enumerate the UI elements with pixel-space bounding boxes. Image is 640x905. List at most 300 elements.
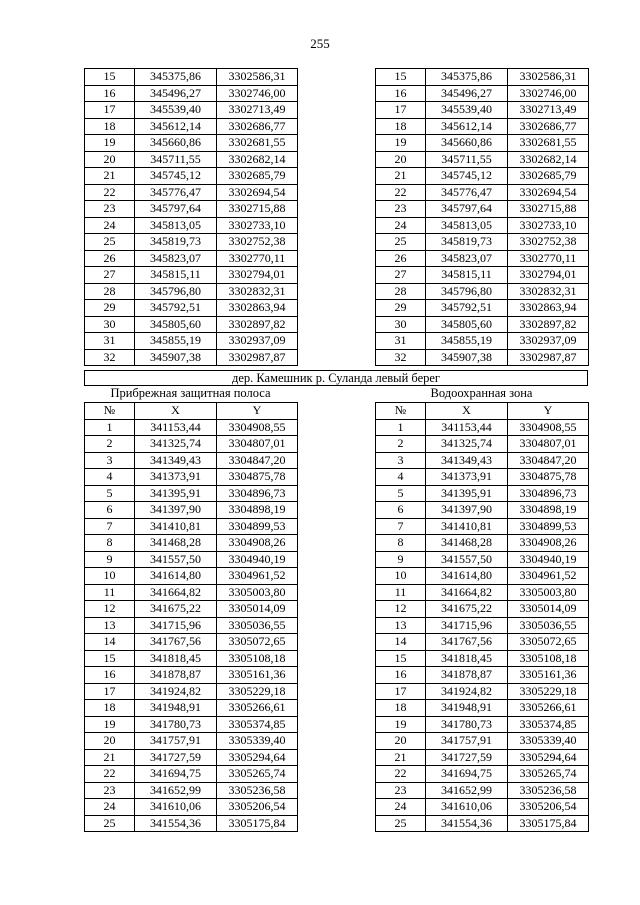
y-coordinate: 3305161,36 <box>508 667 589 684</box>
table-row <box>85 85 298 102</box>
y-coordinate: 3302770,11 <box>217 250 298 267</box>
y-coordinate: 3305266,61 <box>217 700 298 717</box>
table-row <box>376 85 589 102</box>
x-coordinate: 345819,73 <box>135 234 217 251</box>
table-row <box>85 568 298 585</box>
right-subtitle: Водоохранная зона <box>430 386 533 400</box>
x-coordinate: 345660,86 <box>426 135 508 152</box>
point-number: 32 <box>85 349 135 366</box>
x-coordinate: 341614,80 <box>135 568 217 585</box>
y-coordinate: 3302937,09 <box>217 333 298 350</box>
point-number: 21 <box>85 749 135 766</box>
table-row <box>376 502 589 519</box>
x-coordinate: 345539,40 <box>135 102 217 119</box>
point-number: 17 <box>85 102 135 119</box>
x-coordinate: 341468,28 <box>426 535 508 552</box>
x-coordinate: 345539,40 <box>426 102 508 119</box>
point-number: 19 <box>85 135 135 152</box>
point-number: 28 <box>85 283 135 300</box>
table-row <box>376 316 589 333</box>
x-coordinate: 341818,45 <box>426 650 508 667</box>
y-coordinate: 3304847,20 <box>508 452 589 469</box>
y-coordinate: 3305206,54 <box>508 799 589 816</box>
table-row <box>85 667 298 684</box>
y-coordinate: 3305266,61 <box>508 700 589 717</box>
y-coordinate: 3302752,38 <box>217 234 298 251</box>
table-row <box>376 217 589 234</box>
y-coordinate: 3304961,52 <box>217 568 298 585</box>
x-coordinate: 345907,38 <box>426 349 508 366</box>
y-coordinate: 3305265,74 <box>508 766 589 783</box>
right-top-body <box>376 69 589 366</box>
x-coordinate: 341948,91 <box>426 700 508 717</box>
point-number: 23 <box>85 782 135 799</box>
y-coordinate: 3305374,85 <box>508 716 589 733</box>
y-coordinate: 3302863,94 <box>217 300 298 317</box>
point-number: 2 <box>85 436 135 453</box>
table-row <box>376 118 589 135</box>
y-coordinate: 3305229,18 <box>217 683 298 700</box>
x-coordinate: 345823,07 <box>135 250 217 267</box>
y-coordinate: 3302682,14 <box>217 151 298 168</box>
x-coordinate: 341652,99 <box>426 782 508 799</box>
y-coordinate: 3302987,87 <box>508 349 589 366</box>
y-coordinate: 3305236,58 <box>508 782 589 799</box>
point-number: 5 <box>85 485 135 502</box>
y-coordinate: 3305036,55 <box>217 617 298 634</box>
x-coordinate: 341878,87 <box>135 667 217 684</box>
table-row <box>85 634 298 651</box>
x-coordinate: 341325,74 <box>135 436 217 453</box>
point-number: 26 <box>85 250 135 267</box>
point-number: 16 <box>85 667 135 684</box>
table-row <box>376 300 589 317</box>
table-row <box>85 135 298 152</box>
table-row <box>376 469 589 486</box>
point-number: 3 <box>376 452 426 469</box>
y-coordinate: 3305108,18 <box>217 650 298 667</box>
table-row <box>85 102 298 119</box>
point-number: 17 <box>376 102 426 119</box>
x-coordinate: 341349,43 <box>135 452 217 469</box>
y-coordinate: 3305236,58 <box>217 782 298 799</box>
x-coordinate: 341395,91 <box>426 485 508 502</box>
x-coordinate: 341675,22 <box>426 601 508 618</box>
y-coordinate: 3302681,55 <box>508 135 589 152</box>
y-coordinate: 3304899,53 <box>508 518 589 535</box>
x-coordinate: 341373,91 <box>135 469 217 486</box>
point-number: 23 <box>85 201 135 218</box>
table-row <box>85 333 298 350</box>
y-coordinate: 3302681,55 <box>217 135 298 152</box>
table-row <box>85 551 298 568</box>
point-number: 27 <box>85 267 135 284</box>
table-row <box>376 518 589 535</box>
point-number: 7 <box>376 518 426 535</box>
page-number: 255 <box>310 36 330 51</box>
table-row <box>85 234 298 251</box>
table-row <box>376 667 589 684</box>
table-row <box>376 135 589 152</box>
y-coordinate: 3304807,01 <box>217 436 298 453</box>
point-number: 10 <box>85 568 135 585</box>
point-number: 13 <box>376 617 426 634</box>
x-coordinate: 345805,60 <box>426 316 508 333</box>
table-row <box>376 716 589 733</box>
y-coordinate: 3305072,65 <box>217 634 298 651</box>
table-row <box>376 700 589 717</box>
point-number: 25 <box>85 815 135 832</box>
x-coordinate: 345823,07 <box>426 250 508 267</box>
x-coordinate: 341652,99 <box>135 782 217 799</box>
table-row <box>85 217 298 234</box>
x-coordinate: 345745,12 <box>135 168 217 185</box>
table-row <box>85 617 298 634</box>
table-row <box>85 502 298 519</box>
point-number: 21 <box>85 168 135 185</box>
x-coordinate: 341468,28 <box>135 535 217 552</box>
table-row <box>376 749 589 766</box>
table-row <box>376 283 589 300</box>
y-coordinate: 3304908,55 <box>508 419 589 436</box>
table-row <box>376 102 589 119</box>
table-row <box>376 568 589 585</box>
y-coordinate: 3304940,19 <box>217 551 298 568</box>
y-coordinate: 3302685,79 <box>508 168 589 185</box>
point-number: 25 <box>376 815 426 832</box>
x-coordinate: 345496,27 <box>426 85 508 102</box>
point-number: 11 <box>376 584 426 601</box>
y-coordinate: 3302770,11 <box>508 250 589 267</box>
point-number: 11 <box>85 584 135 601</box>
y-coordinate: 3302694,54 <box>217 184 298 201</box>
table-row <box>85 151 298 168</box>
table-row <box>85 267 298 284</box>
table-row <box>85 766 298 783</box>
table-row <box>376 634 589 651</box>
table-row <box>85 535 298 552</box>
point-number: 20 <box>376 151 426 168</box>
table-row <box>85 316 298 333</box>
x-coordinate: 341557,50 <box>426 551 508 568</box>
point-number: 18 <box>85 700 135 717</box>
x-coordinate: 341554,36 <box>426 815 508 832</box>
table-row <box>85 201 298 218</box>
table-row <box>376 584 589 601</box>
left-coordinates-table <box>84 68 298 366</box>
table-row <box>376 617 589 634</box>
y-coordinate: 3304940,19 <box>508 551 589 568</box>
x-coordinate: 345776,47 <box>135 184 217 201</box>
point-number: 18 <box>376 700 426 717</box>
x-coordinate: 345855,19 <box>426 333 508 350</box>
table-row <box>85 749 298 766</box>
point-number: 22 <box>85 184 135 201</box>
y-coordinate: 3305161,36 <box>217 667 298 684</box>
y-coordinate: 3304908,55 <box>217 419 298 436</box>
x-coordinate: 341325,74 <box>426 436 508 453</box>
x-coordinate: 345375,86 <box>135 69 217 86</box>
x-coordinate: 345813,05 <box>426 217 508 234</box>
x-coordinate: 341694,75 <box>426 766 508 783</box>
y-coordinate: 3304898,19 <box>217 502 298 519</box>
point-number: 26 <box>376 250 426 267</box>
x-coordinate: 341614,80 <box>426 568 508 585</box>
table-row <box>376 815 589 832</box>
table-row <box>85 436 298 453</box>
table-row <box>85 452 298 469</box>
y-coordinate: 3304898,19 <box>508 502 589 519</box>
table-row <box>376 250 589 267</box>
y-coordinate: 3305206,54 <box>217 799 298 816</box>
point-number: 16 <box>376 85 426 102</box>
point-number: 24 <box>85 217 135 234</box>
table-row <box>85 300 298 317</box>
point-number: 17 <box>376 683 426 700</box>
table-row <box>376 151 589 168</box>
table-row <box>376 601 589 618</box>
y-coordinate: 3302863,94 <box>508 300 589 317</box>
point-number: 15 <box>376 69 426 86</box>
table-row <box>85 716 298 733</box>
x-coordinate: 341727,59 <box>135 749 217 766</box>
y-coordinate: 3302746,00 <box>217 85 298 102</box>
table-row <box>85 700 298 717</box>
point-number: 17 <box>85 683 135 700</box>
y-coordinate: 3304961,52 <box>508 568 589 585</box>
table-row <box>376 267 589 284</box>
y-coordinate: 3305003,80 <box>217 584 298 601</box>
y-coordinate: 3302733,10 <box>508 217 589 234</box>
point-number: 29 <box>376 300 426 317</box>
x-coordinate: 341727,59 <box>426 749 508 766</box>
y-coordinate: 3302686,77 <box>508 118 589 135</box>
table-row <box>376 184 589 201</box>
x-coordinate: 341397,90 <box>135 502 217 519</box>
y-coordinate: 3302733,10 <box>217 217 298 234</box>
y-coordinate: 3305036,55 <box>508 617 589 634</box>
table-row <box>376 799 589 816</box>
x-coordinate: 341948,91 <box>135 700 217 717</box>
table-row <box>376 69 589 86</box>
left-lower-table <box>84 402 298 832</box>
table-row <box>376 782 589 799</box>
y-coordinate: 3304847,20 <box>217 452 298 469</box>
point-number: 23 <box>376 782 426 799</box>
x-coordinate: 345660,86 <box>135 135 217 152</box>
x-coordinate: 341767,56 <box>135 634 217 651</box>
point-number: 8 <box>85 535 135 552</box>
point-number: 10 <box>376 568 426 585</box>
point-number: 25 <box>376 234 426 251</box>
point-number: 24 <box>376 799 426 816</box>
x-coordinate: 341675,22 <box>135 601 217 618</box>
x-coordinate: 341818,45 <box>135 650 217 667</box>
x-coordinate: 345819,73 <box>426 234 508 251</box>
left-subtitle: Прибрежная защитная полоса <box>110 386 271 400</box>
point-number: 14 <box>85 634 135 651</box>
x-coordinate: 345745,12 <box>426 168 508 185</box>
point-number: 22 <box>376 766 426 783</box>
y-coordinate: 3302694,54 <box>508 184 589 201</box>
point-number: 2 <box>376 436 426 453</box>
table-row <box>376 168 589 185</box>
table-row <box>376 201 589 218</box>
x-coordinate: 345805,60 <box>135 316 217 333</box>
table-row <box>85 118 298 135</box>
x-coordinate: 341694,75 <box>135 766 217 783</box>
table-row <box>376 535 589 552</box>
x-coordinate: 341554,36 <box>135 815 217 832</box>
table-row <box>85 518 298 535</box>
table-row <box>85 650 298 667</box>
x-coordinate: 341780,73 <box>426 716 508 733</box>
y-coordinate: 3302685,79 <box>217 168 298 185</box>
section-caption: дер. Камешник р. Суланда левый берег <box>84 370 588 386</box>
point-number: 8 <box>376 535 426 552</box>
y-coordinate: 3302794,01 <box>508 267 589 284</box>
table-row <box>85 683 298 700</box>
table-row <box>85 283 298 300</box>
y-coordinate: 3302713,49 <box>508 102 589 119</box>
table-row <box>376 650 589 667</box>
y-coordinate: 3302686,77 <box>217 118 298 135</box>
x-coordinate: 345612,14 <box>135 118 217 135</box>
y-coordinate: 3304896,73 <box>508 485 589 502</box>
y-coordinate: 3302715,88 <box>217 201 298 218</box>
point-number: 19 <box>376 135 426 152</box>
y-coordinate: 3302746,00 <box>508 85 589 102</box>
x-coordinate: 341715,96 <box>135 617 217 634</box>
point-number: 22 <box>85 766 135 783</box>
point-number: 1 <box>85 419 135 436</box>
y-coordinate: 3305072,65 <box>508 634 589 651</box>
x-coordinate: 341715,96 <box>426 617 508 634</box>
point-number: 15 <box>85 650 135 667</box>
y-coordinate: 3302713,49 <box>217 102 298 119</box>
x-coordinate: 341664,82 <box>426 584 508 601</box>
x-coordinate: 341373,91 <box>426 469 508 486</box>
x-coordinate: 341410,81 <box>135 518 217 535</box>
point-number: 6 <box>376 502 426 519</box>
point-number: 29 <box>85 300 135 317</box>
point-number: 14 <box>376 634 426 651</box>
y-coordinate: 3305014,09 <box>217 601 298 618</box>
x-coordinate: 345797,64 <box>426 201 508 218</box>
point-number: 9 <box>376 551 426 568</box>
x-coordinate: 341349,43 <box>426 452 508 469</box>
x-coordinate: 345711,55 <box>135 151 217 168</box>
y-coordinate: 3305294,64 <box>508 749 589 766</box>
point-number: 3 <box>85 452 135 469</box>
table-row <box>85 601 298 618</box>
y-coordinate: 3305014,09 <box>508 601 589 618</box>
point-number: 32 <box>376 349 426 366</box>
x-coordinate: 341878,87 <box>426 667 508 684</box>
x-coordinate: 345496,27 <box>135 85 217 102</box>
point-number: 31 <box>376 333 426 350</box>
y-coordinate: 3305265,74 <box>217 766 298 783</box>
point-number: 20 <box>85 151 135 168</box>
x-coordinate: 341767,56 <box>426 634 508 651</box>
y-coordinate: 3302897,82 <box>217 316 298 333</box>
point-number: 15 <box>376 650 426 667</box>
header-cell: № <box>85 403 135 420</box>
point-number: 12 <box>376 601 426 618</box>
y-coordinate: 3304899,53 <box>217 518 298 535</box>
x-coordinate: 345855,19 <box>135 333 217 350</box>
x-coordinate: 341664,82 <box>135 584 217 601</box>
y-coordinate: 3305175,84 <box>508 815 589 832</box>
table-row <box>376 419 589 436</box>
y-coordinate: 3304908,26 <box>508 535 589 552</box>
point-number: 12 <box>85 601 135 618</box>
left-bottom-body <box>85 403 298 832</box>
x-coordinate: 341610,06 <box>426 799 508 816</box>
point-number: 13 <box>85 617 135 634</box>
point-number: 18 <box>85 118 135 135</box>
point-number: 24 <box>85 799 135 816</box>
point-number: 27 <box>376 267 426 284</box>
point-number: 23 <box>376 201 426 218</box>
header-cell: Y <box>217 403 298 420</box>
y-coordinate: 3302897,82 <box>508 316 589 333</box>
x-coordinate: 345797,64 <box>135 201 217 218</box>
x-coordinate: 341924,82 <box>135 683 217 700</box>
table-row <box>376 733 589 750</box>
point-number: 1 <box>376 419 426 436</box>
x-coordinate: 341153,44 <box>426 419 508 436</box>
x-coordinate: 341153,44 <box>135 419 217 436</box>
point-number: 21 <box>376 168 426 185</box>
point-number: 4 <box>376 469 426 486</box>
point-number: 6 <box>85 502 135 519</box>
table-row <box>85 69 298 86</box>
x-coordinate: 341757,91 <box>135 733 217 750</box>
x-coordinate: 345813,05 <box>135 217 217 234</box>
table-row <box>85 168 298 185</box>
y-coordinate: 3302682,14 <box>508 151 589 168</box>
table-row <box>376 333 589 350</box>
x-coordinate: 341397,90 <box>426 502 508 519</box>
y-coordinate: 3304908,26 <box>217 535 298 552</box>
point-number: 16 <box>376 667 426 684</box>
x-coordinate: 345612,14 <box>426 118 508 135</box>
x-coordinate: 345796,80 <box>426 283 508 300</box>
header-cell: № <box>376 403 426 420</box>
table-row <box>85 184 298 201</box>
header-cell: X <box>426 403 508 420</box>
point-number: 18 <box>376 118 426 135</box>
table-row <box>376 485 589 502</box>
table-row <box>85 419 298 436</box>
x-coordinate: 341924,82 <box>426 683 508 700</box>
y-coordinate: 3305339,40 <box>508 733 589 750</box>
table-row <box>376 766 589 783</box>
y-coordinate: 3302586,31 <box>217 69 298 86</box>
point-number: 16 <box>85 85 135 102</box>
y-coordinate: 3302715,88 <box>508 201 589 218</box>
point-number: 7 <box>85 518 135 535</box>
table-row <box>85 250 298 267</box>
header-cell: Y <box>508 403 589 420</box>
y-coordinate: 3305108,18 <box>508 650 589 667</box>
point-number: 15 <box>85 69 135 86</box>
right-bottom-body <box>376 403 589 832</box>
point-number: 30 <box>376 316 426 333</box>
table-row <box>85 799 298 816</box>
table-row <box>376 551 589 568</box>
